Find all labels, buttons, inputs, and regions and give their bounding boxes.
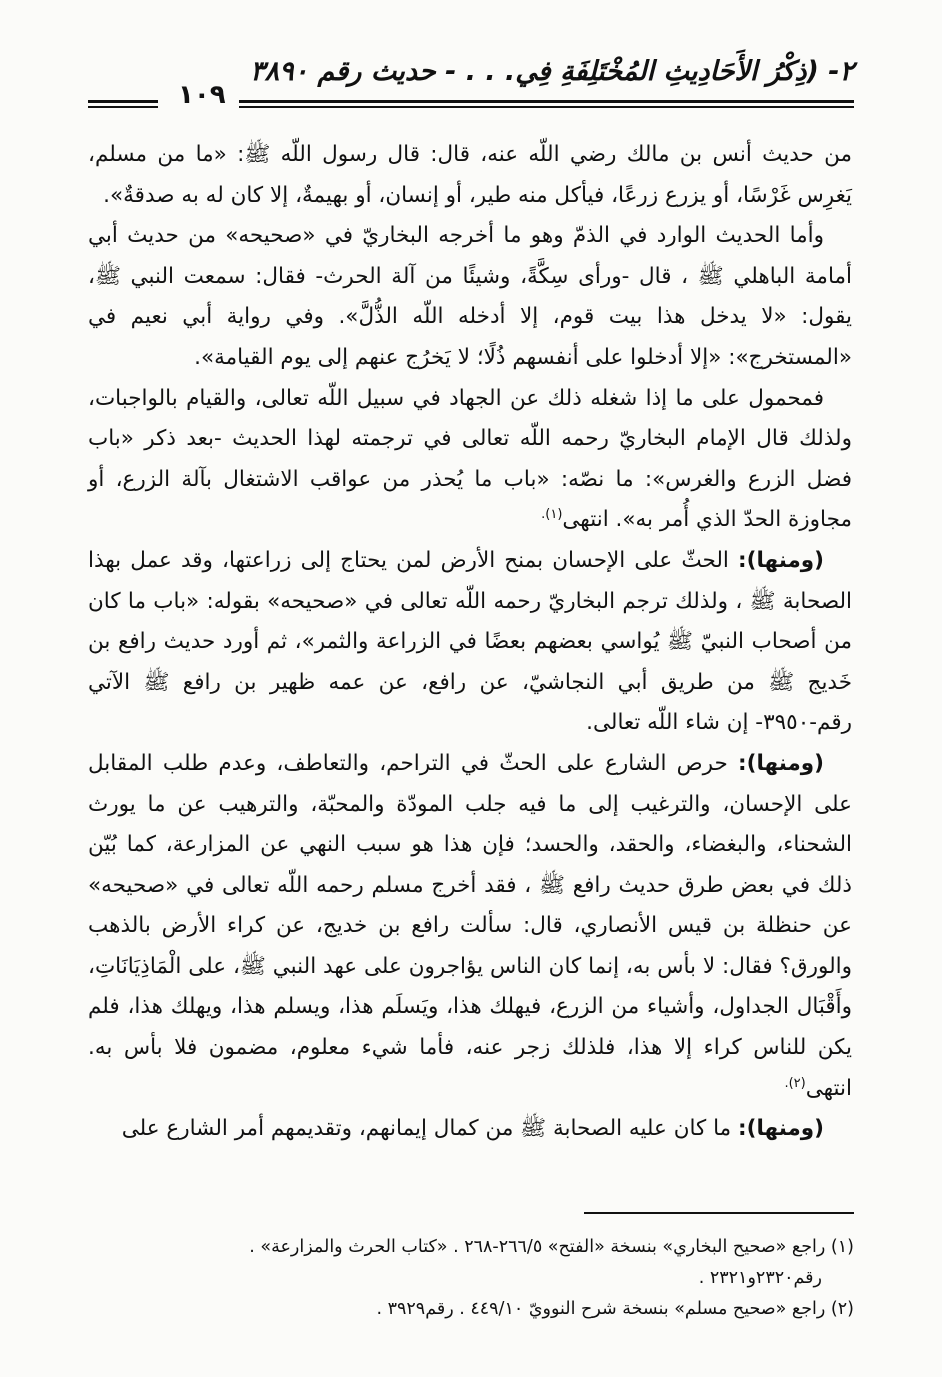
paragraph-text: حرص الشارع على الحثّ في التراحم، والتعاطف، وعدم طلب المقابل على الإحسان، والترغيب إلى ما فيه جلب المودّة والمحبّة، والترهيب عن ما يورث الشحناء، والبغضاء، والحقد، والحسد؛ فإن هذا هو سبب النهي عن المزارعة، كما بُيّن ذلك في بعض طرق حديث رافع ﷺ ، فقد أخرج مسلم رحمه اللّه تعالى في «صحيحه» عن حنظلة بن قيس الأنصاري، قال: سألت رافع بن خديج، عن كراء الأرض بالذهب والورق؟ فقال: لا بأس به، إنما كان الناس يؤاجرون على عهد النبي ﷺ، على الْمَاذِيَانَاتِ، وأَقْبَال الجداول، وأشياء من الزرع، فيهلك هذا، ويَسلَم هذا، ويسلم هذا، ويهلك هذا، فلم يكن للناس كراء إلا هذا، فلذلك زجر عنه، فأما شيء معلوم، مضمون فلا بأس به. انتهى [88,750,852,1101]
body-text [88,135,852,1150]
header-rule-left [88,100,158,103]
paragraph [88,541,852,744]
paragraph-lead: (ومنها): [738,547,824,573]
footnote-1-line: (١) راجع «صحيح البخاري» بنسخة «الفتح» ٢٦٦/٥-٢٦٨ . «كتاب الحرث والمزارعة» . [249,1237,854,1257]
footnote-ref: (١). [541,507,563,523]
paragraph-text: من حديث أنس بن مالك رضي اللّه عنه، قال: قال رسول اللّه ﷺ: «ما من مسلم، يَغرِس غَرْسًا، أو يزرع زرعًا، فيأكل منه طير، أو إنسان، أو بهيمةٌ، إلا كان له به صدقةٌ». [88,142,852,208]
paragraph-text: وأما الحديث الوارد في الذمّ وهو ما أخرجه البخاريّ في «صحيحه» من حديث أبي أمامة الباهلي ﷺ ، قال -ورأى سِكَّةً، وشيئًا من آلة الحرث- فقال: سمعت النبي ﷺ، يقول: «لا يدخل هذا بيت قوم، إلا أدخله اللّه الذُّلَّ». وفي رواية أبي نعيم في «المستخرج»: «إلا أدخلوا على أنفسهم ذُلًا؛ لا يَخرُج عنهم إلى يوم القيامة». [88,223,852,370]
page-number: ١٠٩ [178,80,226,110]
paragraph-lead: (ومنها): [738,750,824,776]
header-rule-left-thin [88,106,158,108]
paragraph [88,1109,852,1150]
footnotes [88,1232,854,1325]
paragraph [88,216,852,378]
footnote-ref: (٢). [784,1075,806,1091]
paragraph-lead: (ومنها): [738,1116,824,1142]
running-head [88,56,854,110]
footnote-1-continuation: رقم٢٣٢٠و٢٣٢١ . [698,1268,822,1288]
header-rule-thin [239,106,854,108]
paragraph [88,744,852,1109]
paragraph-text: ما كان عليه الصحابة ﷺ من كمال إيمانهم، وتقديمهم أمر الشارع على [121,1116,739,1142]
paragraph-text: الحثّ على الإحسان بمنح الأرض لمن يحتاج إلى زراعتها، وقد عمل بهذا الصحابة ﷺ ، ولذلك ترجم البخاريّ رحمه اللّه تعالى في «صحيحه» بقوله: «باب ما كان من أصحاب النبيّ ﷺ يُواسي بعضهم بعضًا في الزراعة والثمر»، ثم أورد حديث رافع بن خَديج ﷺ من طريق أبي النجاشيّ، عن رافع، عن عمه ظهير بن رافع ﷺ الآتي رقم-٣٩٥٠- إن شاء اللّه تعالى. [88,547,852,736]
footnote-separator [584,1212,854,1214]
header-rule [239,100,854,103]
footnote-2-line: (٢) راجع «صحيح مسلم» بنسخة شرح النوويّ ٤٤٩/١٠ . رقم٣٩٢٩ . [376,1299,854,1319]
paragraph [88,135,852,216]
paragraph [88,379,852,541]
running-head-title: ٢- (ذِكْرُ الأَحَادِيثِ المُخْتَلِفَةِ فِي. . . - حديث رقم ٣٨٩٠ [250,56,854,87]
paragraph-text: فمحمول على ما إذا شغله ذلك عن الجهاد في سبيل اللّه تعالى، والقيام بالواجبات، ولذلك قال الإمام البخاريّ رحمه اللّه تعالى في ترجمته لهذا الحديث -بعد ذكر «باب فضل الزرع والغرس»: ما نصّه: «باب ما يُحذر من عواقب الاشتغال بآلة الزرع، أو مجاوزة الحدّ الذي أُمر به». انتهى [88,385,852,533]
